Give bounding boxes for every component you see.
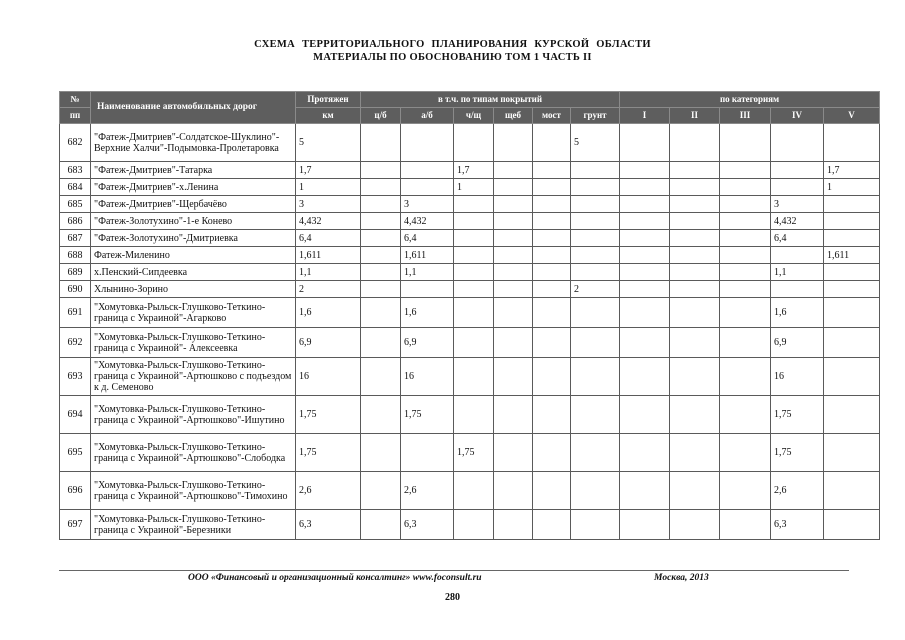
surface-cb — [361, 264, 401, 281]
category-1 — [620, 124, 670, 162]
category-2 — [670, 264, 720, 281]
category-2 — [670, 213, 720, 230]
category-2 — [670, 124, 720, 162]
length-km: 1,7 — [296, 162, 361, 179]
length-km: 1 — [296, 179, 361, 196]
category-2 — [670, 358, 720, 396]
surface-ab: 2,6 — [401, 472, 454, 510]
col-category-3: III — [720, 108, 771, 124]
roads-table — [59, 91, 880, 540]
surface-cb — [361, 328, 401, 358]
surface-cb — [361, 162, 401, 179]
table-row — [60, 281, 880, 298]
surface-grunt — [571, 213, 620, 230]
row-num: 696 — [60, 472, 91, 510]
category-3 — [720, 124, 771, 162]
length-km: 1,611 — [296, 247, 361, 264]
table-row — [60, 298, 880, 328]
surface-most — [533, 196, 571, 213]
header-row-top — [60, 92, 880, 108]
row-num: 692 — [60, 328, 91, 358]
road-name: "Фатеж-Дмитриев"-х.Ленина — [91, 179, 296, 196]
category-1 — [620, 281, 670, 298]
surface-grunt — [571, 358, 620, 396]
road-name: "Хомутовка-Рыльск-Глушково-Теткино-граница с Украиной"-Агарково — [91, 298, 296, 328]
surface-ab: 1,75 — [401, 396, 454, 434]
col-category-5: V — [824, 108, 880, 124]
category-1 — [620, 298, 670, 328]
surface-chsh — [454, 247, 494, 264]
category-5 — [824, 472, 880, 510]
col-length-top: Протяжен — [296, 92, 361, 108]
surface-grunt — [571, 328, 620, 358]
category-3 — [720, 298, 771, 328]
category-5 — [824, 230, 880, 247]
col-surface-ab: а/б — [401, 108, 454, 124]
road-name: х.Пенский-Сипдеевка — [91, 264, 296, 281]
category-3 — [720, 196, 771, 213]
category-5 — [824, 264, 880, 281]
category-3 — [720, 179, 771, 196]
surface-chsh — [454, 472, 494, 510]
col-category-1: I — [620, 108, 670, 124]
categories-group-header: по категориям — [620, 92, 880, 108]
surface-sheb — [494, 230, 533, 247]
category-1 — [620, 162, 670, 179]
col-surface-cb: ц/б — [361, 108, 401, 124]
surface-cb — [361, 196, 401, 213]
surface-chsh — [454, 396, 494, 434]
surface-most — [533, 264, 571, 281]
length-km: 2,6 — [296, 472, 361, 510]
surface-sheb — [494, 124, 533, 162]
table-row — [60, 247, 880, 264]
category-3 — [720, 162, 771, 179]
category-5 — [824, 298, 880, 328]
col-num-top: № — [60, 92, 91, 108]
surface-chsh: 1 — [454, 179, 494, 196]
category-3 — [720, 247, 771, 264]
category-3 — [720, 358, 771, 396]
surface-ab: 1,1 — [401, 264, 454, 281]
surface-ab: 1,6 — [401, 298, 454, 328]
surface-ab: 6,4 — [401, 230, 454, 247]
surface-cb — [361, 230, 401, 247]
category-5 — [824, 358, 880, 396]
category-3 — [720, 396, 771, 434]
row-num: 683 — [60, 162, 91, 179]
surface-most — [533, 162, 571, 179]
category-1 — [620, 328, 670, 358]
surface-most — [533, 328, 571, 358]
length-km: 4,432 — [296, 213, 361, 230]
surface-most — [533, 358, 571, 396]
category-1 — [620, 510, 670, 540]
surface-ab: 6,9 — [401, 328, 454, 358]
row-num: 694 — [60, 396, 91, 434]
surface-most — [533, 298, 571, 328]
category-3 — [720, 510, 771, 540]
surface-sheb — [494, 396, 533, 434]
category-3 — [720, 328, 771, 358]
surface-most — [533, 230, 571, 247]
surface-ab: 6,3 — [401, 510, 454, 540]
row-num: 688 — [60, 247, 91, 264]
surface-grunt — [571, 264, 620, 281]
category-4: 1,75 — [771, 396, 824, 434]
surface-chsh — [454, 196, 494, 213]
surface-most — [533, 213, 571, 230]
length-km: 2 — [296, 281, 361, 298]
category-4: 6,3 — [771, 510, 824, 540]
road-name: "Фатеж-Золотухино"-Дмитриевка — [91, 230, 296, 247]
surface-ab: 1,611 — [401, 247, 454, 264]
surface-grunt — [571, 162, 620, 179]
surface-most — [533, 472, 571, 510]
surface-sheb — [494, 264, 533, 281]
surface-sheb — [494, 358, 533, 396]
surface-most — [533, 510, 571, 540]
table-row — [60, 358, 880, 396]
surface-chsh — [454, 230, 494, 247]
category-5 — [824, 328, 880, 358]
category-3 — [720, 213, 771, 230]
surface-cb — [361, 179, 401, 196]
category-2 — [670, 162, 720, 179]
surface-most — [533, 281, 571, 298]
surface-cb — [361, 281, 401, 298]
category-4 — [771, 281, 824, 298]
surface-ab — [401, 434, 454, 472]
table-row — [60, 124, 880, 162]
category-4: 1,6 — [771, 298, 824, 328]
footer-company: ООО «Финансовый и организационный консалтинг» www.foconsult.ru — [188, 573, 482, 583]
category-1 — [620, 434, 670, 472]
col-num-bottom: пп — [60, 108, 91, 124]
category-4: 2,6 — [771, 472, 824, 510]
surface-sheb — [494, 281, 533, 298]
surface-grunt — [571, 396, 620, 434]
surface-cb — [361, 510, 401, 540]
row-num: 693 — [60, 358, 91, 396]
row-num: 687 — [60, 230, 91, 247]
surface-grunt — [571, 230, 620, 247]
category-2 — [670, 196, 720, 213]
row-num: 690 — [60, 281, 91, 298]
col-surface-chsh: ч/щ — [454, 108, 494, 124]
row-num: 684 — [60, 179, 91, 196]
surface-sheb — [494, 298, 533, 328]
table-row — [60, 396, 880, 434]
surface-chsh — [454, 298, 494, 328]
table-row — [60, 264, 880, 281]
surface-grunt — [571, 247, 620, 264]
surface-chsh — [454, 510, 494, 540]
surface-chsh — [454, 328, 494, 358]
surface-sheb — [494, 162, 533, 179]
surface-chsh — [454, 281, 494, 298]
surface-ab: 16 — [401, 358, 454, 396]
road-name: "Хомутовка-Рыльск-Глушково-Теткино-граница с Украиной"-Артюшково с подъездом к д. Семеново — [91, 358, 296, 396]
footer-city: Москва, 2013 — [654, 573, 709, 583]
category-5 — [824, 124, 880, 162]
surface-grunt — [571, 196, 620, 213]
category-5 — [824, 510, 880, 540]
surface-cb — [361, 358, 401, 396]
category-4: 16 — [771, 358, 824, 396]
table-row — [60, 472, 880, 510]
surface-sheb — [494, 472, 533, 510]
category-1 — [620, 213, 670, 230]
category-1 — [620, 196, 670, 213]
surface-sheb — [494, 434, 533, 472]
col-category-2: II — [670, 108, 720, 124]
road-name: "Фатеж-Золотухино"-1-е Конево — [91, 213, 296, 230]
col-length-bottom: км — [296, 108, 361, 124]
category-2 — [670, 396, 720, 434]
category-1 — [620, 358, 670, 396]
length-km: 1,75 — [296, 434, 361, 472]
surfaces-group-header: в т.ч. по типам покрытий — [361, 92, 620, 108]
document-title: СХЕМА ТЕРРИТОРИАЛЬНОГО ПЛАНИРОВАНИЯ КУРСКОЙ ОБЛАСТИ — [254, 39, 651, 50]
table-row — [60, 230, 880, 247]
road-name: Фатеж-Миленино — [91, 247, 296, 264]
category-5 — [824, 434, 880, 472]
category-3 — [720, 230, 771, 247]
row-num: 686 — [60, 213, 91, 230]
table-row — [60, 196, 880, 213]
surface-cb — [361, 472, 401, 510]
page-number: 280 — [445, 592, 460, 603]
category-4 — [771, 247, 824, 264]
table-row — [60, 510, 880, 540]
length-km: 6,9 — [296, 328, 361, 358]
surface-grunt — [571, 510, 620, 540]
surface-cb — [361, 396, 401, 434]
category-1 — [620, 247, 670, 264]
surface-grunt: 2 — [571, 281, 620, 298]
surface-sheb — [494, 247, 533, 264]
road-name: "Фатеж-Дмитриев"-Щербачёво — [91, 196, 296, 213]
length-km: 1,6 — [296, 298, 361, 328]
category-2 — [670, 434, 720, 472]
surface-cb — [361, 213, 401, 230]
length-km: 16 — [296, 358, 361, 396]
surface-cb — [361, 298, 401, 328]
surface-chsh — [454, 264, 494, 281]
category-1 — [620, 230, 670, 247]
surface-most — [533, 434, 571, 472]
length-km: 1,75 — [296, 396, 361, 434]
category-2 — [670, 281, 720, 298]
category-4 — [771, 162, 824, 179]
category-2 — [670, 472, 720, 510]
category-5 — [824, 281, 880, 298]
category-2 — [670, 510, 720, 540]
surface-chsh — [454, 358, 494, 396]
surface-cb — [361, 434, 401, 472]
category-4 — [771, 179, 824, 196]
surface-ab: 4,432 — [401, 213, 454, 230]
road-name: "Хомутовка-Рыльск-Глушково-Теткино-граница с Украиной"-Артюшково"-Тимохино — [91, 472, 296, 510]
length-km: 6,4 — [296, 230, 361, 247]
surface-grunt — [571, 298, 620, 328]
category-4: 1,75 — [771, 434, 824, 472]
road-name: "Хомутовка-Рыльск-Глушково-Теткино-граница с Украиной"-Артюшково"-Слободка — [91, 434, 296, 472]
surface-most — [533, 179, 571, 196]
length-km: 6,3 — [296, 510, 361, 540]
category-5: 1 — [824, 179, 880, 196]
table-row — [60, 434, 880, 472]
road-name: "Фатеж-Дмитриев"-Татарка — [91, 162, 296, 179]
table-row — [60, 162, 880, 179]
surface-grunt — [571, 434, 620, 472]
length-km: 5 — [296, 124, 361, 162]
category-4: 6,4 — [771, 230, 824, 247]
category-5 — [824, 196, 880, 213]
surface-chsh — [454, 124, 494, 162]
surface-chsh: 1,7 — [454, 162, 494, 179]
col-surface-most: мост — [533, 108, 571, 124]
surface-cb — [361, 247, 401, 264]
category-2 — [670, 247, 720, 264]
surface-sheb — [494, 510, 533, 540]
col-category-4: IV — [771, 108, 824, 124]
category-5 — [824, 213, 880, 230]
category-3 — [720, 472, 771, 510]
length-km: 1,1 — [296, 264, 361, 281]
category-5: 1,7 — [824, 162, 880, 179]
category-2 — [670, 179, 720, 196]
surface-sheb — [494, 328, 533, 358]
surface-ab — [401, 162, 454, 179]
category-2 — [670, 230, 720, 247]
category-2 — [670, 298, 720, 328]
surface-cb — [361, 124, 401, 162]
surface-most — [533, 247, 571, 264]
category-4: 1,1 — [771, 264, 824, 281]
col-surface-grunt: грунт — [571, 108, 620, 124]
category-3 — [720, 434, 771, 472]
surface-ab — [401, 281, 454, 298]
category-5: 1,611 — [824, 247, 880, 264]
category-1 — [620, 179, 670, 196]
category-5 — [824, 396, 880, 434]
table-body — [60, 124, 880, 540]
row-num: 691 — [60, 298, 91, 328]
surface-ab: 3 — [401, 196, 454, 213]
table-row — [60, 328, 880, 358]
road-name: "Хомутовка-Рыльск-Глушково-Теткино-граница с Украиной"-Артюшково"-Ишутино — [91, 396, 296, 434]
col-name-header: Наименование автомобильных дорог — [91, 92, 296, 124]
row-num: 695 — [60, 434, 91, 472]
surface-most — [533, 124, 571, 162]
row-num: 697 — [60, 510, 91, 540]
row-num: 685 — [60, 196, 91, 213]
surface-grunt — [571, 472, 620, 510]
length-km: 3 — [296, 196, 361, 213]
category-4: 4,432 — [771, 213, 824, 230]
surface-ab — [401, 179, 454, 196]
document-subtitle: МАТЕРИАЛЫ ПО ОБОСНОВАНИЮ ТОМ 1 ЧАСТЬ II — [313, 52, 592, 63]
surface-grunt — [571, 179, 620, 196]
category-1 — [620, 396, 670, 434]
category-3 — [720, 264, 771, 281]
category-4: 3 — [771, 196, 824, 213]
table-row — [60, 179, 880, 196]
road-name: "Хомутовка-Рыльск-Глушково-Теткино-граница с Украиной"- Алексеевка — [91, 328, 296, 358]
row-num: 682 — [60, 124, 91, 162]
table-row — [60, 213, 880, 230]
category-2 — [670, 328, 720, 358]
surface-ab — [401, 124, 454, 162]
surface-chsh: 1,75 — [454, 434, 494, 472]
surface-grunt: 5 — [571, 124, 620, 162]
footer-divider — [59, 570, 849, 571]
surface-most — [533, 396, 571, 434]
col-surface-sheb: щеб — [494, 108, 533, 124]
surface-chsh — [454, 213, 494, 230]
surface-sheb — [494, 213, 533, 230]
road-name: "Фатеж-Дмитриев"-Солдатское-Шуклино"-Верхние Халчи"-Подымовка-Пролетаровка — [91, 124, 296, 162]
category-1 — [620, 264, 670, 281]
road-name: "Хомутовка-Рыльск-Глушково-Теткино-граница с Украиной"-Березники — [91, 510, 296, 540]
row-num: 689 — [60, 264, 91, 281]
surface-sheb — [494, 179, 533, 196]
road-name: Хлынино-Зорино — [91, 281, 296, 298]
category-3 — [720, 281, 771, 298]
surface-sheb — [494, 196, 533, 213]
category-1 — [620, 472, 670, 510]
category-4 — [771, 124, 824, 162]
category-4: 6,9 — [771, 328, 824, 358]
